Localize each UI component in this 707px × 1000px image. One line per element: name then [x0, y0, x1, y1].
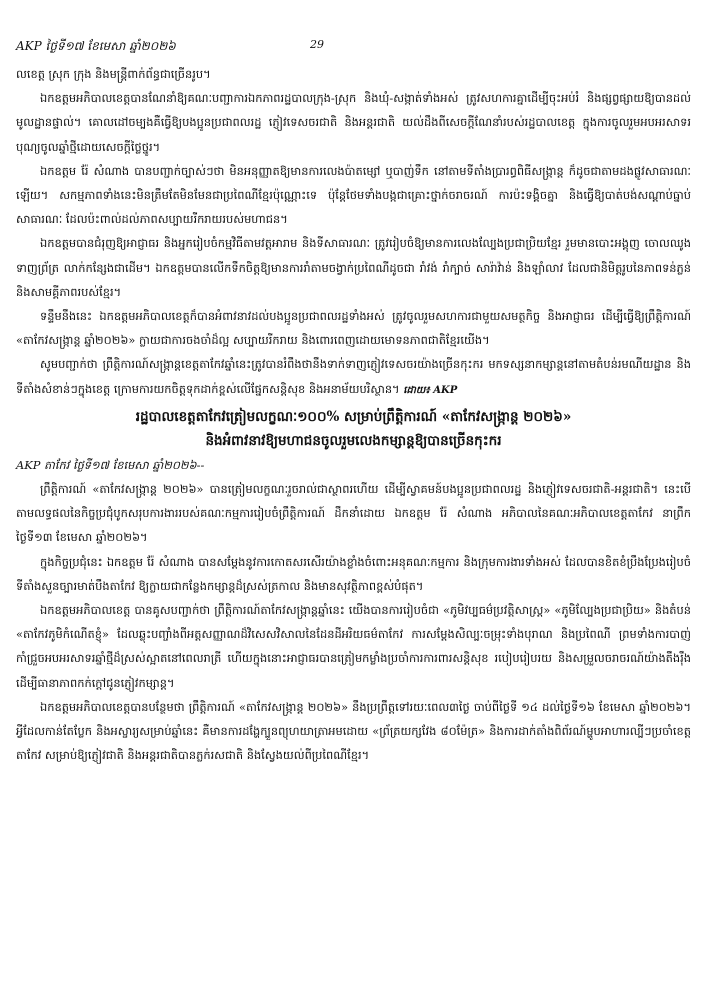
story1-byline: ដោយ៖ AKP [403, 384, 458, 396]
story1-paragraph-3: ឯកឧត្តម រ៉ែ សំណាង បានបញ្ជាក់ច្បាស់ៗថា មិនអនុញ្ញាតឱ្យមានការលេងប៉ាតម្សៅ ឬបាញ់ទឹក នៅតាមទីតាំងប្រារព្ធពិធីសង្ក្រាន្ត ក៏ដូចជាតាមដងផ្លូវសាធារណៈឡើយ។ សកម្មភាពទាំងនេះមិនត្រឹមតែមិនមែនជាប្រពៃណីខ្មែរប៉ុណ្ណោះទេ ប៉ុន្តែថែមទាំងបង្កជាគ្រោះថ្នាក់ចរាចរណ៍ ការប៉ះទង្គិចគ្នា និងធ្វើឱ្យបាត់បង់សណ្ដាប់ធ្នាប់សាធារណៈ ដែលប៉ះពាល់ដល់ភាពសប្បាយរីករាយរបស់មហាជន។ [16, 163, 691, 227]
story2-headline [16, 405, 691, 453]
story2-paragraph-4: ឯកឧត្តមអភិបាលខេត្តបានបន្ថែមថា ព្រឹត្តិការណ៍ «តាកែវសង្ក្រាន្ត ២០២៦» នឹងប្រព្រឹត្តទៅរយៈពេល៣ថ្ងៃ ចាប់ពីថ្ងៃទី ១៤ ដល់ថ្ងៃទី១៦ ខែមេសា ឆ្នាំ២០២៦។ អ្វីដែលកាន់តែប្លែក និងអស្ចារ្យសម្រាប់ឆ្នាំនេះ គឺមានការដង្ហែក្បួនព្យុហយាត្រាអមដោយ «ព្រ័ត្រយក្សវែង ៨០ម៉ែត្រ» និងការដាក់តាំងពិព័រណ៍ម្ហូបអាហារល្បីៗប្រចាំខេត្តតាកែវ សម្រាប់ឱ្យភ្ញៀវជាតិ និងអន្តរជាតិបានភ្លក់រសជាតិ និងស្វែងយល់ពីប្រពៃណីខ្មែរ។ [16, 699, 691, 763]
story1-paragraph-6 [16, 352, 691, 402]
story2-paragraph-2: ក្នុងកិច្ចប្រជុំនេះ ឯកឧត្តម រ៉ែ សំណាង បានសម្ដែងនូវការកោតសរសើរយ៉ាងខ្លាំងចំពោះអនុគណៈកម្មការ និងក្រុមការងារទាំងអស់ ដែលបានខិតខំប្រឹងប្រែងរៀបចំទីតាំងសួនច្បារមាត់បឹងតាកែវ ឱ្យក្លាយជាកន្លែងកម្សាន្តដ៏ស្រស់ត្រកាល និងមានសុវត្ថិភាពខ្ពស់បំផុត។ [16, 554, 691, 593]
article-body [16, 62, 691, 767]
page-header [16, 38, 691, 56]
story1-paragraph-2: ឯកឧត្តមអភិបាលខេត្តបានណែនាំឱ្យគណៈបញ្ជាការឯកភាពរដ្ឋបាលក្រុង-ស្រុក និងឃុំ-សង្កាត់ទាំងអស់ ត្រូវសហការគ្នាដើម្បីចុះអប់រំ និងផ្សព្វផ្សាយឱ្យបានដល់មូលដ្ឋានផ្ទាល់។ គោលដៅចម្បងគឺធ្វើឱ្យបងប្អូនប្រជាពលរដ្ឋ ភ្ញៀវទេសចរជាតិ និងអន្តរជាតិ យល់ដឹងពីសេចក្ដីណែនាំរបស់រដ្ឋបាលខេត្ត ក្នុងការចូលរួមអបអរសាទរបុណ្យចូលឆ្នាំថ្មីដោយសេចក្ដីថ្លៃថ្នូរ។ [16, 91, 691, 154]
story1-paragraph-5: ទន្ទឹមនឹងនេះ ឯកឧត្តមអភិបាលខេត្តក៏បានអំពាវនាវដល់បងប្អូនប្រជាពលរដ្ឋទាំងអស់ ត្រូវចូលរួមសហការជាមួយសមត្ថកិច្ច និងអាជ្ញាធរ ដើម្បីធ្វើឱ្យព្រឹត្តិការណ៍ «តាកែវសង្ក្រាន្ត ឆ្នាំ២០២៦» ក្លាយជាការចងចាំដ៏ល្អ សប្បាយរីករាយ និងពោរពេញដោយមោទនភាពជាតិខ្មែរយើង។ [16, 309, 691, 348]
story2-headline-line-2: និងអំពាវនាវឱ្យមហាជនចូលរួមលេងកម្សាន្តឱ្យបានច្រើនកុះករ [205, 432, 502, 449]
story2-headline-line-1: រដ្ឋបាលខេត្តតាកែវត្រៀមលក្ខណៈ១០០% សម្រាប់ព្រឹត្តិការណ៍ «តាកែវសង្ក្រាន្ត ២០២៦» [135, 408, 572, 425]
story1-paragraph-4: ឯកឧត្តមបានជំរុញឱ្យអាជ្ញាធរ និងអ្នករៀបចំកម្មវិធីតាមវត្តអារាម និងទីសាធារណៈ ត្រូវរៀបចំឱ្យមានការលេងល្បែងប្រជាប្រិយខ្មែរ រួមមានបោះអង្គុញ ចោលឈូង ទាញព្រ័ត្រ លាក់កន្សែងជាដើម។ ឯកឧត្តមបានលើកទឹកចិត្តឱ្យមានការរាំតាមចង្វាក់ប្រពៃណីដូចជា រាំវង់ រាំក្បាច់ សារ៉ាវ៉ាន់ និងឡាំលាវ ដែលជានិមិត្តរូបនៃភាពទន់ភ្លន់ និងសាមគ្គីភាពរបស់ខ្មែរ។ [16, 236, 691, 299]
story2-dateline: AKP តាកែវ ថ្ងៃទី១៧ ខែមេសា ឆ្នាំ២០២៦-- [16, 457, 205, 472]
page-number: 29 [310, 38, 324, 51]
story2-paragraph-3: ឯកឧត្តមអភិបាលខេត្ត បានគូសបញ្ជាក់ថា ព្រឹត្តិការណ៍តាកែវសង្ក្រាន្តឆ្នាំនេះ យើងបានការរៀបចំជា «ភូមិវប្បធម៌ប្រវត្តិសាស្ត្រ» «ភូមិល្បែងប្រជាប្រិយ» និងតំបន់ «តាកែវភូមិកំណើតខ្ញុំ» ដែលឆ្លុះបញ្ចាំងពីអត្តសញ្ញាណដ៏វិសេសវិសាលនៃដែនដីអរិយធម៌តាកែវ ការសម្ដែងសិល្បៈចម្រុះទាំងបុរាណ និងប្រពៃណី ព្រមទាំងការបាញ់កាំជ្រួចអបអរសាទរឆ្នាំថ្មីដ៏ស្រស់ស្អាតនៅពេលរាត្រី ហើយក្នុងនោះអាជ្ញាធរបានត្រៀមកម្លាំងប្រចាំការការពារសន្តិសុខ របៀបរៀបរយ និងសម្រួលចរាចរណ៍យ៉ាងតឹងរ៉ឹង ដើម្បីធានាភាពកក់ក្ដៅជូនភ្ញៀវកម្សាន្ត។ [16, 603, 691, 690]
story2-paragraph-1: ព្រឹត្តិការណ៍ «តាកែវសង្ក្រាន្ត ២០២៦» បានត្រៀមលក្ខណៈរួចរាល់ជាស្ថាពរហើយ ដើម្បីស្វាគមន៍បងប្អូនប្រជាពលរដ្ឋ និងភ្ញៀវទេសចរជាតិ-អន្តរជាតិ។ នេះបើតាមលទ្ធផលនៃកិច្ចប្រជុំបូកសរុបការងាររបស់គណៈកម្មការរៀបចំព្រឹត្តិការណ៍ ដឹកនាំដោយ ឯកឧត្តម រ៉ែ សំណាង អភិបាលនៃគណៈអភិបាលខេត្តតាកែវ នាព្រឹកថ្ងៃទី១៣ ខែមេសា ឆ្នាំ២០២៦។ [16, 482, 691, 545]
story1-paragraph-6-text: សូមបញ្ជាក់ថា ព្រឹត្តិការណ៍សង្ក្រាន្តខេត្តតាកែវឆ្នាំនេះត្រូវបានរំពឹងថានឹងទាក់ទាញភ្ញៀវទេសចរយ៉ាងច្រើនកុះករ មកទស្សនាកម្សាន្តនៅតាមតំបន់រមណីយដ្ឋាន និងទីតាំងសំខាន់ៗក្នុងខេត្ត ក្រោមការយកចិត្តទុកដាក់ខ្ពស់លើផ្នែកសន្តិសុខ និងអនាម័យបរិស្ថាន។ [16, 357, 691, 396]
story1-paragraph-1: លខេត្ត ស្រុក ក្រុង និងមន្ត្រីពាក់ព័ន្ធជាច្រើនរូប។ [16, 67, 211, 81]
header-dateline: AKP ថ្ងៃទី១៧ ខែមេសា ឆ្នាំ២០២៦ [16, 39, 176, 53]
